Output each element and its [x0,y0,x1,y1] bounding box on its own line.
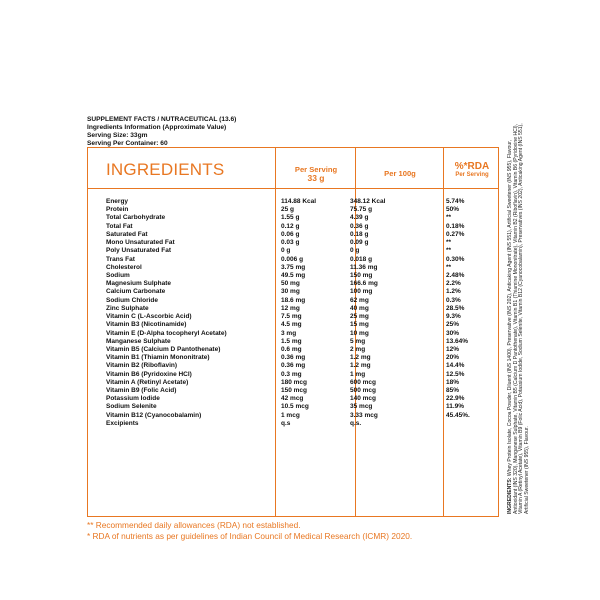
table-row [88,256,498,264]
footnote-icmr: * RDA of nutrients as per guidelines of Indian Council of Medical Research (ICMR) 2020. [87,531,413,541]
ingredient-name: Sodium [106,271,130,279]
per-serving-value: 150 mcg [281,387,308,395]
ingredient-name: Vitamin B2 (Riboflavin) [106,362,178,370]
column-header-sub: Per Serving [455,172,489,178]
ingredient-name: Vitamin B1 (Thiamin Mononitrate) [106,354,210,362]
ingredient-name: Total Carbohydrate [106,214,166,222]
per-serving-value: q.s [281,419,291,427]
rda-value: 22.9% [446,395,465,403]
table-title: INGREDIENTS [106,160,225,179]
rda-value: 0.18% [446,222,465,230]
ingredient-name: Excipients [106,419,139,427]
per-100g-value: 62 mg [350,296,369,304]
ingredient-name: Vitamin B9 (Folic Acid) [106,387,177,395]
rda-value: 13.64% [446,337,469,345]
ingredient-name: Manganese Sulphate [106,337,171,345]
column-header-label: Per Serving [294,165,338,174]
table-row [88,313,498,321]
per-100g-value: 75.75 g [350,206,373,214]
ingredient-name: Vitamin B12 (Cyanocobalamin) [106,411,202,419]
table-row [88,321,498,329]
rda-value: ** [446,263,452,271]
ingredient-name: Energy [106,198,129,205]
ingredient-name: Calcium Carbonate [106,288,166,296]
per-serving-value: 180 mcg [281,378,308,386]
per-serving-value: 0 g [281,247,291,255]
per-serving-value: 10.5 mcg [281,403,309,411]
table-row [88,305,498,313]
ingredient-name: Vitamin A (Retinyl Acetate) [106,378,189,386]
per-100g-value: 10 mg [350,329,369,337]
table-row [88,247,498,255]
per-100g-value: 0.18 g [350,230,369,238]
column-header-label: %*RDA [454,161,490,172]
table-body [88,198,498,428]
per-100g-value: 40 mg [350,304,369,312]
table-row [88,223,498,231]
footnotes [87,520,537,542]
table-row [88,198,498,206]
per-serving-value: 0.3 mg [281,370,302,378]
rda-value: 14.4% [446,362,465,370]
rda-value: 11.9% [446,403,465,411]
per-100g-value: 1.2 mg [350,362,371,370]
per-serving-value: 0.03 g [281,239,300,247]
rda-value: 0.3% [446,296,461,304]
rda-value: 30% [446,329,460,337]
per-100g-value: 0.36 g [350,222,369,230]
rda-value: 0.27% [446,230,465,238]
rda-value: 0.30% [446,255,465,263]
ingredient-name: Vitamin B5 (Calcium D Pantothenate) [106,345,221,353]
header-title: SUPPLEMENT FACTS / NUTRACEUTICAL (13.6) [87,116,237,123]
per-serving-value: 42 mcg [281,395,304,403]
serving-size: Serving Size: 33gm [87,131,148,139]
per-serving-value: 7.5 mg [281,313,302,321]
per-serving-value: 12 mg [281,304,300,312]
table-row [88,395,498,403]
side-ingredients-label: INGREDIENTS: [507,477,513,514]
table-row [88,288,498,296]
table-row [88,362,498,370]
rda-value: ** [446,247,452,255]
table-row [88,330,498,338]
table-row [88,206,498,214]
table-row [88,239,498,247]
side-ingredients-list: Whey Protein Isolate, Cocoa Powder, Diluent (INS 1400), Preservative (INS 202), Anticaking Agent (INS 551), Artificial Sweetener (INS 955), Flavour, Antioxidant (INS 320), Manganese Sulphate, Vitamin B5 (Calcium D Pantothenate), Vitamin B1 (Thiamine Mononitrate), Vitamin B2 (Riboflavin), Vitamin B6 (Pyridoxine HCl), Vitamin A (Retinyl Acetate), Vitamin B9 (Folic Acid), Potassium Iodide, Sodium Selenite, Vitamin B12 (Cyanocobalamin), Preservatives (INS 202), Anticaking Agent (INS 551), Artificial Sweetener (INS 955), Flavour. [507,123,530,514]
per-100g-value: 1 mg [350,370,366,378]
ingredient-name: Vitamin B3 (Nicotinamide) [106,321,187,329]
per-100g-value: 150 mg [350,271,373,279]
table-row [88,264,498,272]
ingredient-name: Magnesium Sulphate [106,280,172,288]
rda-value: 18% [446,378,460,386]
header-divider [88,188,498,189]
per-100g-value: 1.2 mg [350,354,371,362]
table-row [88,379,498,387]
footnote-rda-not-established: ** Recommended daily allowances (RDA) not established. [87,520,301,530]
rda-value: 12% [446,345,460,353]
per-100g-value: 4.39 g [350,214,369,222]
table-row [88,338,498,346]
per-serving-value: 0.36 mg [281,354,306,362]
per-serving-value: 0.6 mg [281,345,302,353]
table-row [88,403,498,411]
ingredient-name: Vitamin C (L-Ascorbic Acid) [106,313,192,321]
rda-value: 25% [446,321,460,329]
per-serving-value: 1.55 g [281,214,300,222]
rda-value: ** [446,239,452,247]
per-serving-value: 50 mg [281,280,300,288]
ingredient-name: Vitamin E (D-Alpha tocopheryl Acetate) [106,329,227,337]
per-serving-value: 0.36 mg [281,362,306,370]
table-row [88,371,498,379]
column-header-per-serving [276,165,356,183]
rda-value: 2.48% [446,271,465,279]
table-row [88,387,498,395]
rda-value: 85% [446,387,460,395]
rda-value: 28.5% [446,304,465,312]
ingredient-name: Sodium Selenite [106,403,157,411]
ingredient-name: Protein [106,206,129,214]
rda-value: ** [446,214,452,222]
servings-per-container: Serving Per Container: 60 [87,139,168,147]
ingredient-name: Poly Unsaturated Fat [106,247,172,255]
per-serving-value: 30 mg [281,288,300,296]
per-serving-value: 4.5 mg [281,321,302,329]
table-row [88,231,498,239]
table-row [88,412,498,420]
rda-value: 2.2% [446,280,461,288]
rda-value: 9.3% [446,313,461,321]
per-serving-value: 0.006 g [281,255,304,263]
header-info: Ingredients Information (Approximate Value) [87,123,227,131]
ingredient-name: Trans Fat [106,255,135,263]
per-100g-value: 25 mg [350,313,369,321]
per-100g-value: 0 g [350,247,360,255]
ingredient-name: Mono Unsaturated Fat [106,239,175,247]
rda-value: 1.2% [446,288,461,296]
per-100g-value: 0.018 g [350,255,373,263]
per-100g-value: 166.6 mg [350,280,378,288]
per-100g-value: 0.09 g [350,239,369,247]
table-row [88,272,498,280]
per-serving-value: 18.6 mg [281,296,306,304]
per-100g-value: 600 mcg [350,378,377,386]
table-row [88,280,498,288]
per-serving-value: 3.75 mg [281,263,306,271]
ingredient-name: Potassium Iodide [106,395,160,403]
per-serving-value: 0.12 g [281,222,300,230]
table-row [88,214,498,222]
per-100g-value: 35 mcg [350,403,373,411]
per-100g-value: 100 mg [350,288,373,296]
table-row [88,346,498,354]
per-100g-value: 5 mg [350,337,366,345]
column-header-rda [444,162,500,180]
rda-value: 20% [446,354,460,362]
per-100g-value: 140 mcg [350,395,377,403]
rda-value: 5.74% [446,198,465,205]
column-header-sub: 33 g [307,173,325,183]
per-serving-value: 3 mg [281,329,297,337]
table-row [88,297,498,305]
per-100g-value: q.s. [350,419,362,427]
per-serving-value: 1.5 mg [281,337,302,345]
per-serving-value: 25 g [281,206,295,214]
supplement-header [87,116,387,148]
ingredient-name: Total Fat [106,222,133,230]
per-100g-value: 2 mg [350,345,366,353]
ingredients-table [87,147,499,517]
column-header-per-100g [356,169,444,178]
column-header-label: Per 100g [384,169,416,178]
ingredient-name: Zinc Sulphate [106,304,149,312]
ingredient-name: Sodium Chloride [106,296,158,304]
per-100g-value: 348.12 Kcal [350,198,386,205]
per-100g-value: 11.36 mg [350,263,378,271]
rda-value: 45.45%. [446,411,470,419]
per-100g-value: 500 mcg [350,387,377,395]
per-serving-value: 114.88 Kcal [281,198,317,205]
per-100g-value: 3.33 mcg [350,411,378,419]
rda-value: 12.5% [446,370,465,378]
ingredient-name: Vitamin B6 (Pyridoxine HCl) [106,370,192,378]
table-row [88,354,498,362]
side-ingredients-text [508,114,530,514]
per-serving-value: 1 mcg [281,411,300,419]
ingredient-name: Saturated Fat [106,230,148,238]
table-row [88,420,498,428]
per-serving-value: 0.06 g [281,230,300,238]
per-serving-value: 49.5 mg [281,271,306,279]
rda-value: 50% [446,206,460,214]
per-100g-value: 15 mg [350,321,369,329]
ingredient-name: Cholesterol [106,263,142,271]
